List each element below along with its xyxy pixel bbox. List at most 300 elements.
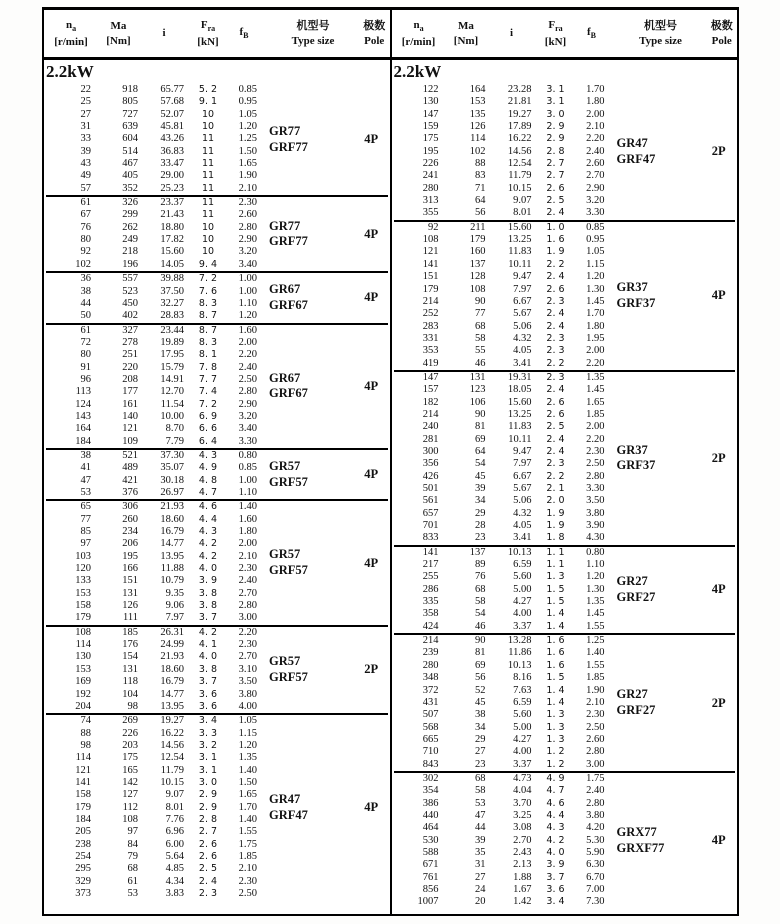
cell-fra: 2. 8 xyxy=(198,813,218,825)
cell-fra: 2. 7 xyxy=(546,158,565,170)
cell-fb: 1.80 xyxy=(586,320,605,332)
cell-ma: 405 xyxy=(122,170,138,182)
cell-na: 164 xyxy=(75,423,91,435)
cell-i: 5.60 xyxy=(513,571,532,583)
cell-na: 657 xyxy=(422,507,439,519)
cell-na: 665 xyxy=(422,733,439,745)
cell-fb: 1.20 xyxy=(238,121,257,133)
table-row xyxy=(46,475,259,487)
cell-fra: 3. 7 xyxy=(546,871,565,883)
cell-i: 17.89 xyxy=(507,121,532,133)
cell-fb: 2.90 xyxy=(586,182,605,194)
cell-fra: 2. 3 xyxy=(546,345,565,357)
cell-i: 24.99 xyxy=(160,639,184,651)
cell-fra: 11 xyxy=(201,158,215,170)
cell-na: 348 xyxy=(422,672,439,684)
cell-fra: 3. 7 xyxy=(198,676,218,688)
cell-na: 843 xyxy=(422,758,439,770)
cell-na: 671 xyxy=(422,859,439,871)
cell-i: 13.25 xyxy=(507,408,532,420)
cell-ma: 604 xyxy=(122,133,138,145)
table-row xyxy=(394,170,607,182)
table-row xyxy=(46,96,259,108)
cell-fb: 2.30 xyxy=(238,563,257,575)
cell-ma: 352 xyxy=(122,182,138,194)
cell-ma: 421 xyxy=(122,474,138,486)
cell-na: 833 xyxy=(422,532,439,544)
cell-na: 153 xyxy=(75,663,91,675)
table-half-right xyxy=(390,10,738,914)
table-row xyxy=(394,84,607,96)
cell-fra: 2. 5 xyxy=(198,863,218,875)
cell-fra: 1. 1 xyxy=(546,559,565,571)
table-row xyxy=(46,273,259,285)
column-header-row xyxy=(44,10,390,60)
cell-fb: 2.20 xyxy=(586,433,605,445)
cell-fra: 2. 3 xyxy=(546,332,565,344)
cell-fb: 2.50 xyxy=(238,373,257,385)
cell-fra: 3. 9 xyxy=(546,859,565,871)
cell-fb: 2.50 xyxy=(586,721,605,733)
cell-i: 7.76 xyxy=(165,813,184,825)
cell-ma: 23 xyxy=(475,532,486,544)
cell-i: 43.26 xyxy=(160,133,184,145)
table-row xyxy=(46,863,259,875)
cell-na: 141 xyxy=(422,258,439,270)
cell-fra: 2. 7 xyxy=(546,170,565,182)
cell-fra: 3. 4 xyxy=(546,896,565,908)
cell-i: 4.32 xyxy=(513,332,532,344)
cell-fb: 2.10 xyxy=(238,550,257,562)
cell-fra: 4. 4 xyxy=(546,809,565,821)
cell-fra: 2. 4 xyxy=(546,320,565,332)
table-half-left xyxy=(44,10,390,914)
cell-ma: 135 xyxy=(469,108,486,120)
cell-fra: 2. 5 xyxy=(546,421,565,433)
cell-fb: 2.90 xyxy=(238,234,257,246)
cell-fb: 3.20 xyxy=(238,410,257,422)
cell-fra: 11 xyxy=(201,170,215,182)
cell-i: 10.15 xyxy=(160,776,184,788)
cell-na: 372 xyxy=(422,684,439,696)
cell-fra: 1. 6 xyxy=(546,234,565,246)
cell-ma: 727 xyxy=(122,108,138,120)
cell-na: 130 xyxy=(75,651,91,663)
table-row xyxy=(394,246,607,258)
table-row xyxy=(394,421,607,433)
cell-na: 108 xyxy=(75,626,91,638)
cell-na: 50 xyxy=(80,310,91,322)
cell-na: 175 xyxy=(422,133,439,145)
cell-fb: 2.00 xyxy=(586,421,605,433)
col-header-na: $n_a$ [r/min] xyxy=(54,19,88,48)
cell-ma: 557 xyxy=(122,273,138,285)
cell-fra: 2. 6 xyxy=(546,408,565,420)
cell-fb: 2.40 xyxy=(586,785,605,797)
cell-ma: 131 xyxy=(122,587,138,599)
cell-ma: 805 xyxy=(122,96,138,108)
cell-fra: 4. 0 xyxy=(546,846,565,858)
table-row xyxy=(46,588,259,600)
table-row xyxy=(46,740,259,752)
type-size-label: GR57 GRF57 xyxy=(269,547,308,578)
cell-fb: 0.95 xyxy=(238,96,257,108)
table-row xyxy=(394,345,607,357)
cell-na: 354 xyxy=(422,785,439,797)
cell-ma: 35 xyxy=(475,846,486,858)
cell-fra: 8. 1 xyxy=(198,349,218,361)
cell-fra: 8. 7 xyxy=(198,324,218,336)
pole-label: 4P xyxy=(364,467,379,482)
cell-fb: 1.50 xyxy=(238,776,257,788)
cell-fb: 1.80 xyxy=(238,526,257,538)
table-row xyxy=(46,814,259,826)
cell-i: 14.77 xyxy=(160,538,184,550)
cell-ma: 203 xyxy=(122,739,138,751)
cell-na: 38 xyxy=(80,449,91,461)
cell-fb: 2.80 xyxy=(238,221,257,233)
cell-fra: 2. 3 xyxy=(546,295,565,307)
col-header-type-size: 机型号 Type size xyxy=(639,19,682,47)
cell-fb: 2.70 xyxy=(238,587,257,599)
cell-fra: 7. 2 xyxy=(198,273,218,285)
cell-fb: 1.35 xyxy=(586,371,605,383)
cell-fra: 3. 0 xyxy=(198,776,218,788)
cell-na: 147 xyxy=(422,371,439,383)
table-row xyxy=(394,608,607,620)
cell-fb: 0.85 xyxy=(238,84,257,95)
cell-i: 9.47 xyxy=(513,445,532,457)
cell-ma: 164 xyxy=(469,84,486,95)
cell-i: 5.06 xyxy=(513,320,532,332)
cell-i: 6.67 xyxy=(513,295,532,307)
table-row xyxy=(394,284,607,296)
pole-label: 4P xyxy=(364,555,379,570)
cell-fra: 1. 5 xyxy=(546,596,565,608)
cell-fra: 4. 3 xyxy=(546,822,565,834)
cell-fb: 3.50 xyxy=(586,495,605,507)
type-size-label: GR37 GRF37 xyxy=(616,280,656,310)
cell-ma: 98 xyxy=(127,700,138,712)
cell-fra: 4. 8 xyxy=(198,474,218,486)
cell-fb: 1.10 xyxy=(238,297,257,309)
cell-fra: 1. 0 xyxy=(546,221,565,233)
cell-i: 10.11 xyxy=(508,258,532,270)
cell-na: 286 xyxy=(422,583,439,595)
cell-i: 13.95 xyxy=(160,550,184,562)
cell-ma: 467 xyxy=(122,158,138,170)
cell-na: 65 xyxy=(80,501,91,513)
type-size-label: GR67 GRF67 xyxy=(269,370,308,401)
cell-ma: 69 xyxy=(475,433,486,445)
type-size-label: GR47 GRF47 xyxy=(269,792,308,822)
cell-ma: 128 xyxy=(469,271,486,283)
cell-fb: 3.50 xyxy=(238,676,257,688)
cell-ma: 90 xyxy=(475,295,486,307)
table-row xyxy=(394,773,607,785)
cell-na: 25 xyxy=(80,96,91,108)
cell-fra: 3. 8 xyxy=(198,600,218,612)
cell-ma: 38 xyxy=(475,709,486,721)
cell-fb: 6.30 xyxy=(586,859,605,871)
cell-i: 3.37 xyxy=(513,620,532,632)
cell-i: 9.07 xyxy=(513,195,532,207)
cell-ma: 126 xyxy=(122,600,138,612)
spec-block xyxy=(394,771,736,909)
cell-na: 358 xyxy=(422,608,439,620)
cell-na: 426 xyxy=(422,470,439,482)
cell-fra: 5. 2 xyxy=(198,84,218,95)
cell-fra: 2. 9 xyxy=(198,801,218,813)
table-row xyxy=(394,296,607,308)
table-row xyxy=(46,259,259,271)
cell-ma: 44 xyxy=(475,822,486,834)
cell-fra: 2. 5 xyxy=(546,195,565,207)
cell-fra: 7. 6 xyxy=(198,285,218,297)
cell-fra: 2. 4 xyxy=(546,384,565,396)
cell-i: 25.23 xyxy=(160,182,184,194)
cell-fb: 1.10 xyxy=(238,487,257,498)
cell-fra: 1. 6 xyxy=(546,647,565,659)
pole-label: 2P xyxy=(711,144,726,159)
cell-na: 91 xyxy=(80,361,91,373)
cell-fra: 7. 2 xyxy=(198,398,218,410)
cell-na: 530 xyxy=(422,834,439,846)
cell-i: 17.95 xyxy=(160,349,184,361)
table-row xyxy=(394,308,607,320)
cell-fb: 6.70 xyxy=(586,871,605,883)
table-row xyxy=(394,847,607,859)
cell-i: 8.16 xyxy=(513,672,532,684)
cell-fb: 1.45 xyxy=(586,384,605,396)
cell-fra: 1. 3 xyxy=(546,571,565,583)
cell-ma: 218 xyxy=(122,246,138,258)
cell-ma: 639 xyxy=(122,121,138,133)
cell-fra: 3. 7 xyxy=(198,612,218,624)
cell-i: 11.83 xyxy=(508,421,532,433)
cell-i: 37.50 xyxy=(160,285,184,297)
cell-fb: 0.85 xyxy=(238,462,257,474)
cell-i: 10.11 xyxy=(508,433,532,445)
cell-fra: 11 xyxy=(201,145,215,157)
cell-ma: 34 xyxy=(475,495,486,507)
cell-i: 21.81 xyxy=(507,96,532,108)
cell-fb: 1.80 xyxy=(586,96,605,108)
cell-fra: 3. 1 xyxy=(546,96,565,108)
cell-fra: 1. 4 xyxy=(546,620,565,632)
cell-ma: 102 xyxy=(469,145,486,157)
cell-fb: 1.20 xyxy=(238,310,257,322)
cell-ma: 123 xyxy=(469,384,486,396)
cell-na: 761 xyxy=(422,871,439,883)
cell-fra: 1. 9 xyxy=(546,246,565,258)
table-row xyxy=(394,798,607,810)
cell-na: 179 xyxy=(422,283,439,295)
cell-ma: 299 xyxy=(122,209,138,221)
cell-na: 159 xyxy=(422,121,439,133)
cell-ma: 56 xyxy=(475,672,486,684)
cell-na: 195 xyxy=(422,145,439,157)
cell-fb: 1.85 xyxy=(238,850,257,862)
cell-fra: 1. 4 xyxy=(546,608,565,620)
cell-fb: 1.65 xyxy=(238,789,257,801)
cell-i: 21.93 xyxy=(160,651,184,663)
cell-ma: 54 xyxy=(475,458,486,470)
cell-fra: 2. 4 xyxy=(546,308,565,320)
table-row xyxy=(394,759,607,771)
cell-i: 16.22 xyxy=(507,133,532,145)
table-row xyxy=(46,839,259,851)
cell-na: 44 xyxy=(80,297,91,309)
cell-na: 49 xyxy=(80,170,91,182)
table-row xyxy=(394,884,607,896)
cell-ma: 249 xyxy=(122,234,138,246)
cell-fra: 2. 4 xyxy=(546,445,565,457)
pole-label: 4P xyxy=(364,378,379,393)
table-row xyxy=(394,234,607,246)
cell-na: 61 xyxy=(80,324,91,336)
cell-i: 3.25 xyxy=(513,809,532,821)
cell-na: 103 xyxy=(75,550,91,562)
cell-ma: 31 xyxy=(475,859,486,871)
cell-ma: 39 xyxy=(475,483,486,494)
cell-ma: 251 xyxy=(122,349,138,361)
cell-na: 153 xyxy=(75,587,91,599)
table-row xyxy=(46,551,259,563)
cell-ma: 109 xyxy=(122,435,138,447)
cell-fra: 3. 8 xyxy=(198,587,218,599)
cell-na: 92 xyxy=(428,221,439,233)
cell-ma: 127 xyxy=(122,789,138,801)
table-row xyxy=(394,746,607,758)
table-row xyxy=(46,715,259,727)
cell-i: 16.22 xyxy=(160,727,184,739)
table-row xyxy=(394,785,607,797)
table-row xyxy=(394,532,607,544)
col-header-fra: $F_{ra}$ [kN] xyxy=(544,19,567,48)
spec-block xyxy=(46,499,388,624)
cell-na: 214 xyxy=(422,295,439,307)
cell-ma: 185 xyxy=(122,626,138,638)
block-rows xyxy=(46,273,259,322)
table-row xyxy=(394,434,607,446)
cell-fra: 1. 9 xyxy=(546,507,565,519)
cell-na: 96 xyxy=(80,373,91,385)
block-rows xyxy=(46,84,259,195)
cell-fra: 2. 7 xyxy=(198,826,218,838)
cell-i: 33.47 xyxy=(160,158,184,170)
cell-fb: 3.00 xyxy=(586,758,605,770)
cell-na: 179 xyxy=(75,612,91,624)
table-row xyxy=(46,538,259,550)
cell-fb: 3.00 xyxy=(238,612,257,624)
block-rows xyxy=(46,325,259,448)
cell-ma: 489 xyxy=(122,462,138,474)
cell-na: 184 xyxy=(75,435,91,447)
cell-ma: 166 xyxy=(122,563,138,575)
cell-fb: 1.70 xyxy=(586,84,605,95)
cell-na: 313 xyxy=(422,195,439,207)
cell-fb: 2.20 xyxy=(586,133,605,145)
cell-i: 5.00 xyxy=(513,721,532,733)
cell-ma: 161 xyxy=(122,398,138,410)
cell-ma: 52 xyxy=(475,684,486,696)
table-row xyxy=(394,647,607,659)
cell-i: 12.54 xyxy=(160,752,184,764)
cell-fra: 2. 9 xyxy=(546,121,565,133)
table-row xyxy=(394,859,607,871)
cell-ma: 56 xyxy=(475,207,486,219)
table-row xyxy=(46,349,259,361)
table-row xyxy=(46,197,259,209)
cell-na: 214 xyxy=(422,635,439,647)
cell-fb: 0.95 xyxy=(586,234,605,246)
cell-fb: 1.40 xyxy=(238,764,257,776)
cell-i: 18.60 xyxy=(160,663,184,675)
pole-label: 4P xyxy=(364,226,379,241)
cell-ma: 46 xyxy=(475,357,486,369)
cell-ma: 27 xyxy=(475,871,486,883)
cell-na: 240 xyxy=(422,421,439,433)
cell-i: 5.67 xyxy=(513,308,532,320)
cell-ma: 160 xyxy=(469,246,486,258)
col-header-i: i xyxy=(162,27,166,40)
cell-na: 98 xyxy=(80,739,91,751)
cell-i: 11.86 xyxy=(508,647,532,659)
table-row xyxy=(394,822,607,834)
cell-fb: 1.15 xyxy=(238,727,257,739)
spec-block xyxy=(46,625,388,713)
cell-fra: 1. 5 xyxy=(546,672,565,684)
cell-fb: 1.25 xyxy=(238,133,257,145)
cell-na: 355 xyxy=(422,207,439,219)
cell-i: 5.60 xyxy=(513,709,532,721)
table-row xyxy=(394,271,607,283)
cell-na: 1007 xyxy=(417,896,439,908)
table-row xyxy=(46,664,259,676)
cell-fb: 3.20 xyxy=(586,195,605,207)
cell-fra: 4. 3 xyxy=(198,449,218,461)
spec-block xyxy=(394,370,736,545)
cell-i: 15.60 xyxy=(160,246,184,258)
cell-fra: 7. 7 xyxy=(198,373,218,385)
cell-i: 11.88 xyxy=(160,563,184,575)
table-row xyxy=(394,109,607,121)
cell-fra: 6. 4 xyxy=(198,435,218,447)
cell-fra: 1. 3 xyxy=(546,733,565,745)
spec-block xyxy=(46,323,388,448)
cell-fra: 8. 7 xyxy=(198,310,218,322)
cell-fb: 1.60 xyxy=(238,513,257,525)
cell-fb: 1.70 xyxy=(586,308,605,320)
cell-na: 300 xyxy=(422,445,439,457)
cell-ma: 90 xyxy=(475,408,486,420)
cell-na: 157 xyxy=(422,384,439,396)
cell-na: 141 xyxy=(75,776,91,788)
cell-ma: 177 xyxy=(122,386,138,398)
cell-fra: 4. 3 xyxy=(198,526,218,538)
cell-fb: 3.10 xyxy=(238,663,257,675)
table-row xyxy=(394,810,607,822)
table-row xyxy=(394,333,607,345)
cell-na: 329 xyxy=(75,875,91,887)
cell-i: 3.08 xyxy=(513,822,532,834)
block-rows xyxy=(46,715,259,900)
cell-fra: 4. 6 xyxy=(198,501,218,513)
cell-fra: 3. 0 xyxy=(546,108,565,120)
table-row xyxy=(46,374,259,386)
cell-na: 22 xyxy=(80,84,91,95)
